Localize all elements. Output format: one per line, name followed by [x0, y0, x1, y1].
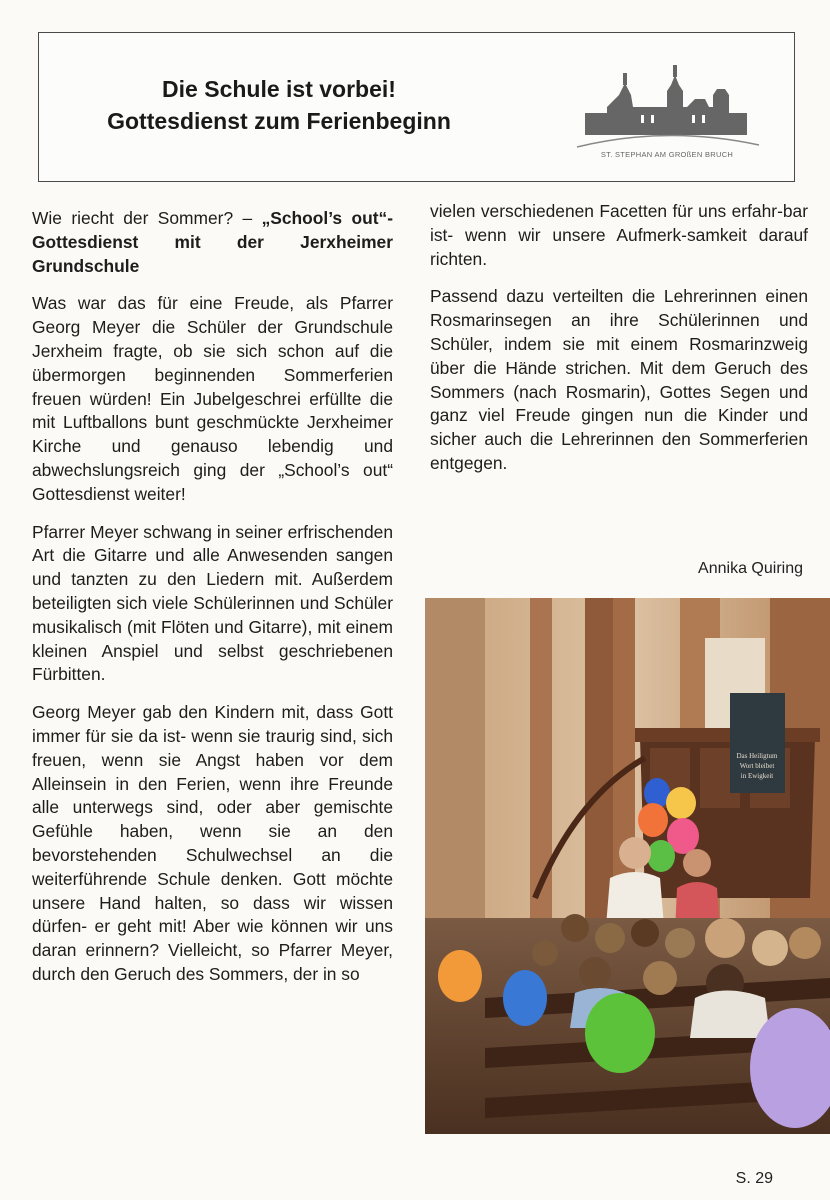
photo-illustration	[425, 598, 830, 1134]
banner-text-3: in Ewigkeit	[740, 772, 774, 780]
banner-text-1: Das Heiligtum	[736, 752, 778, 760]
header-box	[38, 32, 795, 182]
intro-bold: „School’s out“-Gottesdienst mit der Jerxheimer Grundschule	[32, 208, 393, 276]
title-line-1: Die Schule ist vorbei!	[162, 76, 396, 102]
page-title	[99, 73, 459, 137]
paragraph-4: vielen verschiedenen Facetten für uns erfahr-bar ist- wenn wir unsere Aufmerk-samkeit darauf richten.	[430, 201, 808, 269]
paragraph-2: Pfarrer Meyer schwang in seiner erfrischenden Art die Gitarre und alle Anwesenden sangen und tanzten zu den Liedern mit. Außerdem beteiligten sich viele Schülerinnen und Schüler musikalisch (mit Flöten und Gitarre), mit einem kleinen Anspiel und selbst geschriebenen Fürbitten.	[32, 521, 393, 685]
intro-lead: Wie riecht der Sommer? –	[32, 208, 262, 228]
church-photo	[425, 598, 830, 1134]
title-line-2: Gottesdienst zum Ferienbeginn	[107, 108, 451, 134]
intro-heading	[32, 207, 393, 278]
page-number: S. 29	[735, 1170, 773, 1187]
logo-text: ST. STEPHAN AM GROßEN BRUCH	[600, 150, 734, 159]
church-logo	[567, 55, 767, 165]
paragraph-5: Passend dazu verteilten die Lehrerinnen einen Rosmarinsegen an ihre Schülerinnen und Schüler, indem sie mit einem Rosmarinzweig über die Hände strichen. Mit dem Geruch des Sommers (nach Rosmarin), Gottes Segen und ganz viel Freude gingen nun die Kinder und sicher auch die Lehrerinnen den Sommerferien entgegen.	[430, 286, 808, 473]
paragraph-3: Georg Meyer gab den Kindern mit, dass Gott immer für sie da ist- wenn sie traurig sind, sich freuen, wenn sie Angst haben vor dem Alleinsein in den Ferien, wenn ihre Freunde alle unterwegs sind, oder aber gemischte Gefühle haben, wenn sie an den bevorstehenden Schulwechsel an die weiterführende Schule denken. Gott möchte unsere Hand halten, so dass wir wissen dürfen- er geht mit! Aber wie können wir uns daran erinnern? Vielleicht, so Pfarrer Meyer, durch den Geruch des Sommers, der in so	[32, 702, 393, 984]
banner-text-2: Wort bleibet	[739, 762, 775, 770]
right-column	[430, 200, 808, 476]
church-silhouette-icon	[567, 55, 767, 155]
author-name: Annika Quiring	[698, 560, 803, 577]
left-column	[32, 207, 393, 987]
paragraph-1: Was war das für eine Freude, als Pfarrer Georg Meyer die Schüler der Grundschule Jerxheim fragte, ob sie sich schon auf die übermorgen beginnenden Sommerferien freuen würden! Ein Jubelgeschrei erfüllte die mit Luftballons bunt geschmückte Jerxheimer Kirche und genauso lebendig und abwechslungsreich ging der „School’s out“ Gottesdienst weiter!	[32, 293, 393, 504]
